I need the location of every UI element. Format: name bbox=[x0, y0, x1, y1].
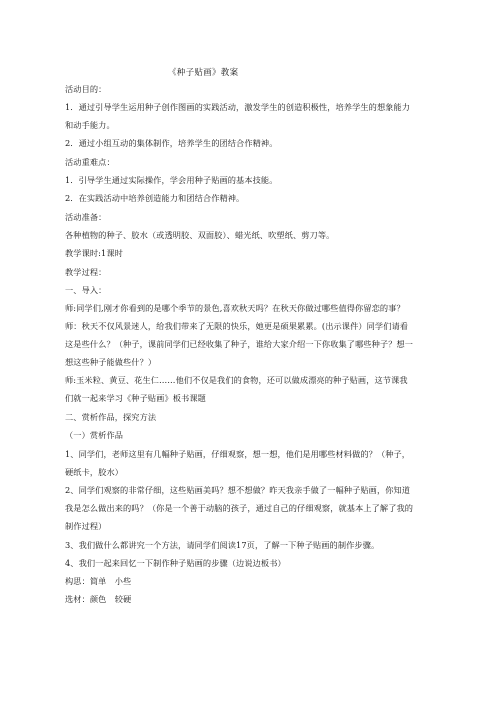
section-heading: 教学过程： bbox=[65, 267, 107, 277]
paragraph-line: 构思：简单 小些 bbox=[65, 576, 132, 586]
paragraph-line: 选材：颜色 较硬 bbox=[65, 594, 132, 604]
paragraph-line: 硬纸卡，胶水） bbox=[65, 467, 124, 477]
paragraph-line: 想这些种子能做些什？） bbox=[65, 357, 157, 367]
doc-title: 《种子贴画》教案 bbox=[168, 68, 239, 78]
paragraph-line: 1．引导学生通过实际操作，学会用种子贴画的基本技能。 bbox=[65, 175, 278, 185]
section-heading: （一）赏析作品 bbox=[65, 430, 124, 440]
paragraph-line: 2．在实践活动中培养创造能力和团结合作精神。 bbox=[65, 193, 245, 203]
paragraph-line: 2、同学们观察的非常仔细，这些贴画美吗？想不想做？昨天我亲手做了一幅种子贴画，你知道 bbox=[65, 485, 411, 495]
paragraph-line: 1、同学们，老师这里有几幅种子贴画，仔细观察，想一想，他们是用哪些材料做的？（种子， bbox=[65, 449, 411, 459]
paragraph-line: 教学课时:1课时 bbox=[65, 248, 123, 258]
paragraph-line: 这是些什么？（种子，课前同学们已经收集了种子，谁给大家介绍一下你收集了哪些种子？想一 bbox=[65, 339, 414, 349]
section-heading: 活动目的： bbox=[65, 84, 107, 94]
paragraph-line: 师:玉米粒、黄豆、花生仁……他们不仅是我们的食物，还可以做成漂亮的种子贴画，这节课我 bbox=[65, 375, 408, 385]
paragraph-line: 师:同学们,刚才你看到的是哪个季节的景色,喜欢秋天吗？在秋天你做过哪些值得你留恋的事？ bbox=[65, 303, 405, 313]
paragraph-line: 我是怎么做出来的吗？（你是一个善于动脑的孩子，通过自己的仔细观察，就基本上了解了我的 bbox=[65, 503, 414, 513]
section-heading: 二、赏析作品，探究方法 bbox=[65, 412, 157, 422]
section-heading: 活动准备： bbox=[65, 212, 107, 222]
section-heading: 一、导入： bbox=[65, 285, 107, 295]
paragraph-line: 制作过程） bbox=[65, 521, 107, 531]
paragraph-line: 4、我们一起来回忆一下制作种子贴画的步骤（边说边板书） bbox=[65, 558, 286, 568]
paragraph-line: 们就一起来学习《种子贴画》板书课题 bbox=[65, 393, 206, 403]
paragraph-line: 1．通过引导学生运用种子创作图画的实践活动，激发学生的创造积极性，培养学生的想象能力 bbox=[65, 102, 411, 112]
paragraph-line: 3、我们做什么都讲究一个方法，请同学们阅读17页，了解一下种子贴画的制作步骤。 bbox=[65, 540, 380, 550]
paragraph-line: 2．通过小组互动的集体制作，培养学生的团结合作精神。 bbox=[65, 138, 278, 148]
paragraph-line: 师：秋天不仅风景迷人，给我们带来了无限的快乐，她更是硕果累累。(出示课件）同学们请看 bbox=[65, 321, 409, 331]
paragraph-line: 各种植物的种子、胶水（或透明胶、双面胶）、蜡光纸、吹塑纸、剪刀等。 bbox=[65, 230, 335, 240]
paragraph-line: 和动手能力。 bbox=[65, 120, 115, 130]
section-heading: 活动重难点： bbox=[65, 157, 115, 167]
